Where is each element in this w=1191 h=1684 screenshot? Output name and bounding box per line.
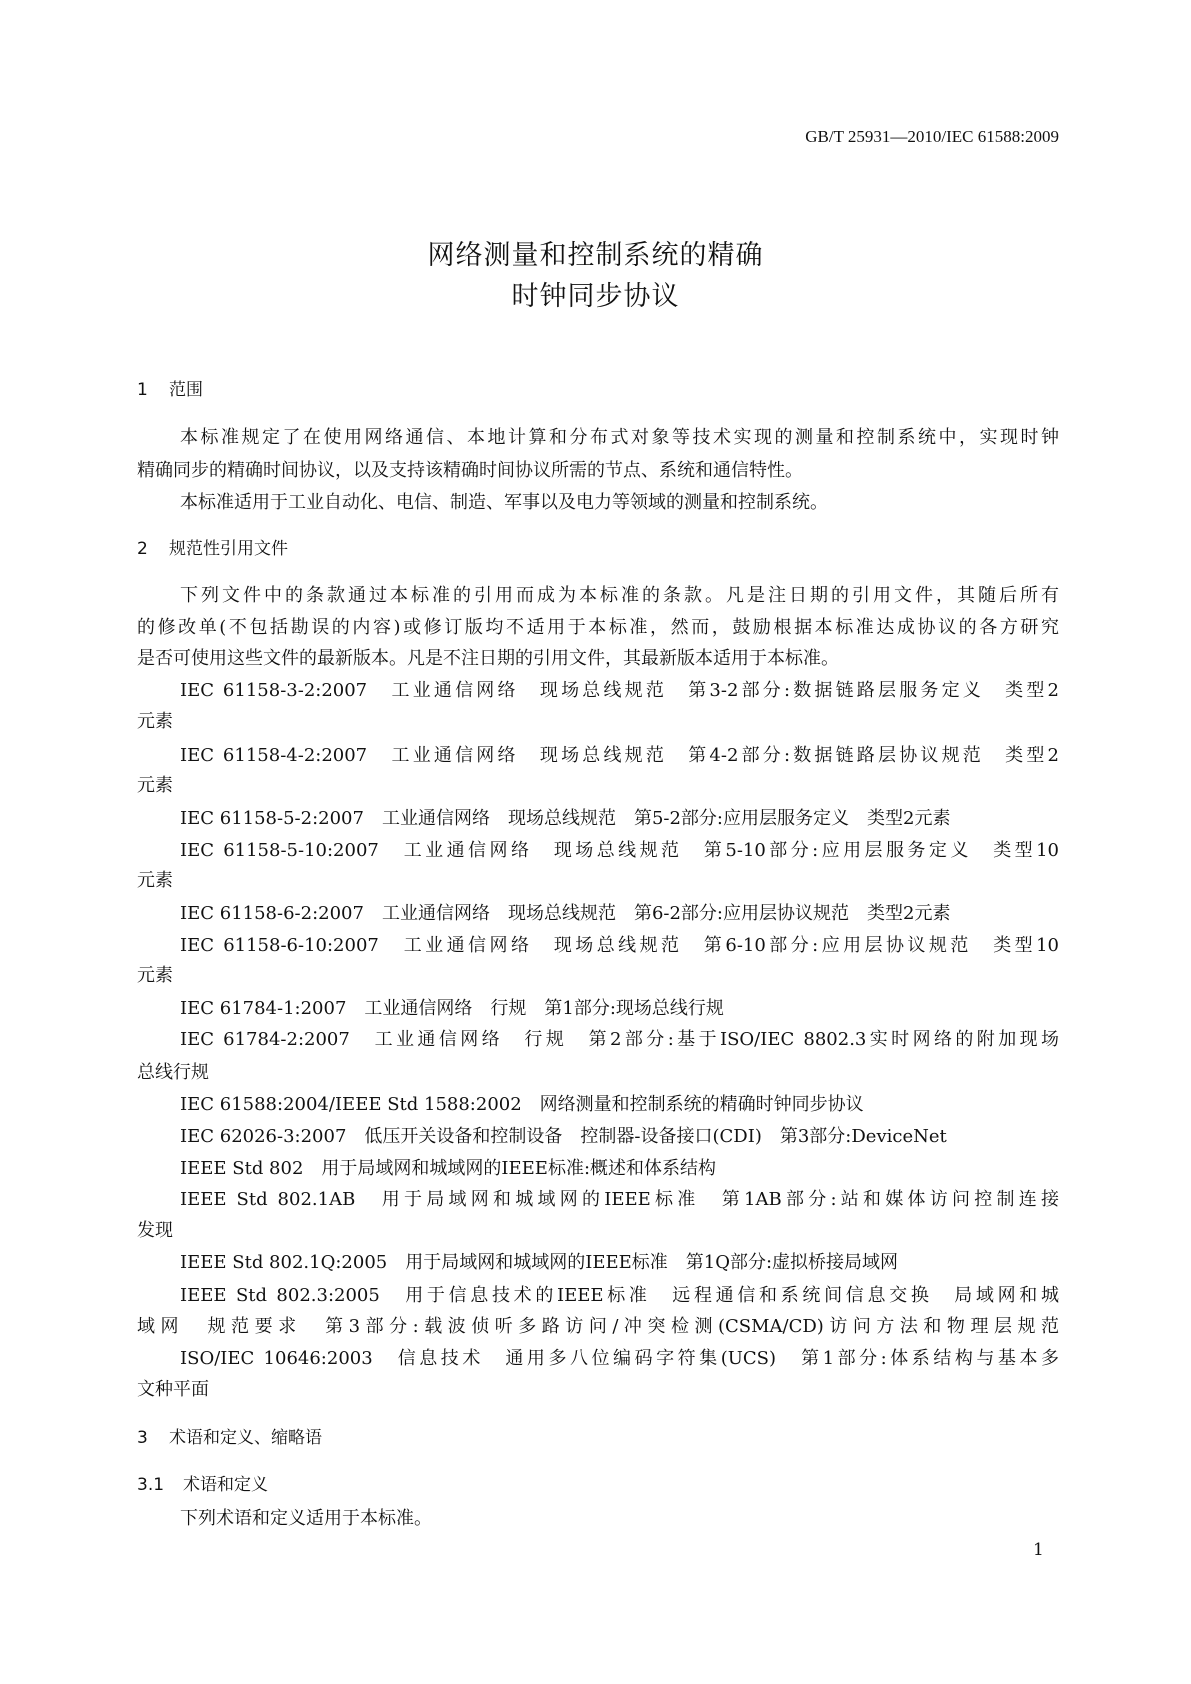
reference-item: IEC 61158-6-2:2007 工业通信网络 现场总线规范 第6-2部分:应用层协议规范 类型2元素 xyxy=(180,903,951,924)
paragraph-line: 下列术语和定义适用于本标准。 xyxy=(180,1508,432,1529)
reference-item-continuation: 总线行规 xyxy=(137,1062,209,1083)
reference-item: IEC 61158-5-10:2007 工业通信网络 现场总线规范 第5-10部分:应用层服务定义 类型10 xyxy=(180,840,1059,861)
section-3-heading xyxy=(137,1426,1059,1450)
reference-item: IEC 61158-5-2:2007 工业通信网络 现场总线规范 第5-2部分:应用层服务定义 类型2元素 xyxy=(180,808,951,829)
document-title-line2: 时钟同步协议 xyxy=(511,281,680,312)
section-2-heading xyxy=(137,537,1059,561)
section-1-heading xyxy=(137,378,1059,402)
reference-item: IEC 61784-1:2007 工业通信网络 行规 第1部分:现场总线行规 xyxy=(180,998,724,1019)
reference-item-continuation: 元素 xyxy=(137,775,173,796)
reference-item: IEEE Std 802.1AB 用于局域网和城域网的IEEE标准 第1AB部分:站和媒体访问控制连接 xyxy=(180,1189,1059,1210)
reference-item: IEC 62026-3:2007 低压开关设备和控制设备 控制器-设备接口(CDI) 第3部分:DeviceNet xyxy=(180,1126,947,1147)
reference-item-continuation: 发现 xyxy=(137,1220,173,1241)
paragraph-line: 本标准适用于工业自动化、电信、制造、军事以及电力等领域的测量和控制系统。 xyxy=(180,492,828,513)
section-title: 术语和定义、缩略语 xyxy=(169,1428,322,1448)
reference-item: IEEE Std 802.1Q:2005 用于局域网和城域网的IEEE标准 第1Q部分:虚拟桥接局域网 xyxy=(180,1252,899,1273)
reference-item-continuation: 元素 xyxy=(137,870,173,891)
standard-code-header: GB/T 25931—2010/IEC 61588:2009 xyxy=(805,127,1059,146)
paragraph-line: 下列文件中的条款通过本标准的引用而成为本标准的条款。凡是注日期的引用文件，其随后所有 xyxy=(180,585,1059,606)
paragraph-line: 是否可使用这些文件的最新版本。凡是不注日期的引用文件，其最新版本适用于本标准。 xyxy=(137,648,839,669)
document-title-line1: 网络测量和控制系统的精确 xyxy=(427,240,764,271)
reference-item: IEC 61784-2:2007 工业通信网络 行规 第2部分:基于ISO/IEC 8802.3实时网络的附加现场 xyxy=(180,1029,1059,1050)
reference-item: IEC 61158-4-2:2007 工业通信网络 现场总线规范 第4-2部分:数据链路层协议规范 类型2 xyxy=(180,745,1059,766)
reference-item: ISO/IEC 10646:2003 信息技术 通用多八位编码字符集(UCS) 第1部分:体系结构与基本多 xyxy=(180,1348,1059,1369)
reference-item: IEEE Std 802 用于局域网和城域网的IEEE标准:概述和体系结构 xyxy=(180,1158,717,1179)
paragraph-line: 本标准规定了在使用网络通信、本地计算和分布式对象等技术实现的测量和控制系统中，实现时钟 xyxy=(180,427,1059,448)
section-title: 规范性引用文件 xyxy=(169,539,288,559)
section-title: 术语和定义 xyxy=(183,1475,268,1495)
reference-item-continuation: 元素 xyxy=(137,711,173,732)
paragraph-line: 精确同步的精确时间协议，以及支持该精确时间协议所需的节点、系统和通信特性。 xyxy=(137,460,803,481)
section-title: 范围 xyxy=(169,380,203,400)
reference-item: IEEE Std 802.3:2005 用于信息技术的IEEE标准 远程通信和系统间信息交换 局域网和城 xyxy=(180,1285,1059,1306)
section-number: 3.1 xyxy=(137,1475,165,1495)
reference-item: IEC 61158-3-2:2007 工业通信网络 现场总线规范 第3-2部分:数据链路层服务定义 类型2 xyxy=(180,680,1059,701)
section-number: 1 xyxy=(137,380,148,400)
section-number: 2 xyxy=(137,539,148,559)
reference-item-continuation: 文种平面 xyxy=(137,1379,209,1400)
reference-item: IEC 61158-6-10:2007 工业通信网络 现场总线规范 第6-10部分:应用层协议规范 类型10 xyxy=(180,935,1059,956)
paragraph-line: 的修改单(不包括勘误的内容)或修订版均不适用于本标准，然而，鼓励根据本标准达成协议的各方研究 xyxy=(137,617,1059,638)
reference-item-continuation: 域网 规范要求 第3部分:载波侦听多路访问/冲突检测(CSMA/CD)访问方法和物理层规范 xyxy=(137,1316,1059,1337)
section-number: 3 xyxy=(137,1428,148,1448)
section-3-1-heading xyxy=(137,1473,1059,1497)
reference-item-continuation: 元素 xyxy=(137,965,173,986)
reference-item: IEC 61588:2004/IEEE Std 1588:2002 网络测量和控制系统的精确时钟同步协议 xyxy=(180,1094,864,1115)
page-number: 1 xyxy=(1033,1540,1044,1560)
